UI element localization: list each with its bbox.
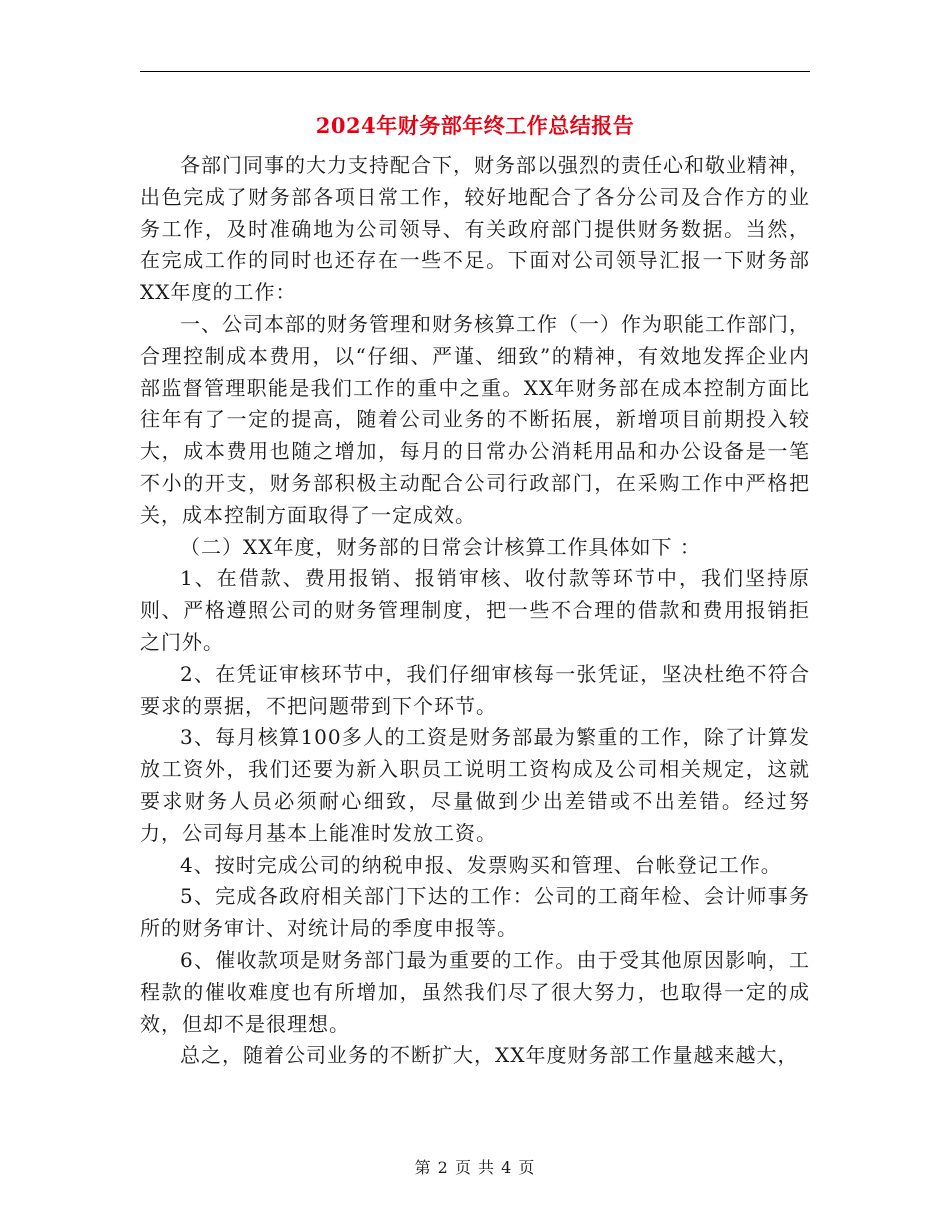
- paragraph-intro: 各部门同事的大力支持配合下，财务部以强烈的责任心和敬业精神，出色完成了财务部各项日常工作，较好地配合了各分公司及合作方的业务工作，及时准确地为公司领导、有关政府部门提供财务数据。当然，在完成工作的同时也还存在一些不足。下面对公司领导汇报一下财务部XX年度的工作：: [140, 153, 810, 305]
- paragraph-section-2-heading: （二）XX年度，财务部的日常会计核算工作具体如下 ：: [180, 534, 701, 559]
- paragraph-item-5: 5、完成各政府相关部门下达的工作：公司的工商年检、会计师事务所的财务审计、对统计局的季度申报等。: [140, 884, 810, 941]
- document-title: 2024年财务部年终工作总结报告: [315, 113, 635, 138]
- paragraph-item-6: 6、催收款项是财务部门最为重要的工作。由于受其他原因影响，工程款的催收难度也有所增加，虽然我们尽了很大努力，也取得一定的成效，但却不是很理想。: [140, 947, 810, 1036]
- paragraph-item-1: 1、在借款、费用报销、报销审核、收付款等环节中，我们坚持原则、严格遵照公司的财务管理制度，把一些不合理的借款和费用报销拒之门外。: [140, 566, 810, 654]
- paragraph-item-3: 3、每月核算100多人的工资是财务部最为繁重的工作，除了计算发放工资外，我们还要为新入职员工说明工资构成及公司相关规定，这就要求财务人员必须耐心细致，尽量做到少出差错或不出差错。经过努力，公司每月基本上能准时发放工资。: [140, 725, 810, 845]
- paragraph-section-1: 一、公司本部的财务管理和财务核算工作（一）作为职能工作部门，合理控制成本费用，以“仔细、严谨、细致”的精神，有效地发挥企业内部监督管理职能是我们工作的重中之重。XX年财务部在成本控制方面比往年有了一定的提高，随着公司业务的不断拓展，新增项目前期投入较大，成本费用也随之增加，每月的日常办公消耗用品和办公设备是一笔不小的开支，财务部积极主动配合公司行政部门，在采购工作中严格把关，成本控制方面取得了一定成效。: [140, 311, 810, 527]
- page-number-footer: 第 2 页 共 4 页: [414, 1158, 536, 1177]
- paragraph-item-4: 4、按时完成公司的纳税申报、发票购买和管理、台帐登记工作。: [180, 852, 782, 877]
- header-rule: [140, 71, 810, 72]
- document-body: [140, 150, 810, 1072]
- paragraph-item-2: 2、在凭证审核环节中，我们仔细审核每一张凭证，坚决杜绝不符合要求的票据，不把问题带到下个环节。: [140, 661, 810, 718]
- paragraph-summary: 总之，随着公司业务的不断扩大，XX年度财务部工作量越来越大，: [180, 1043, 799, 1068]
